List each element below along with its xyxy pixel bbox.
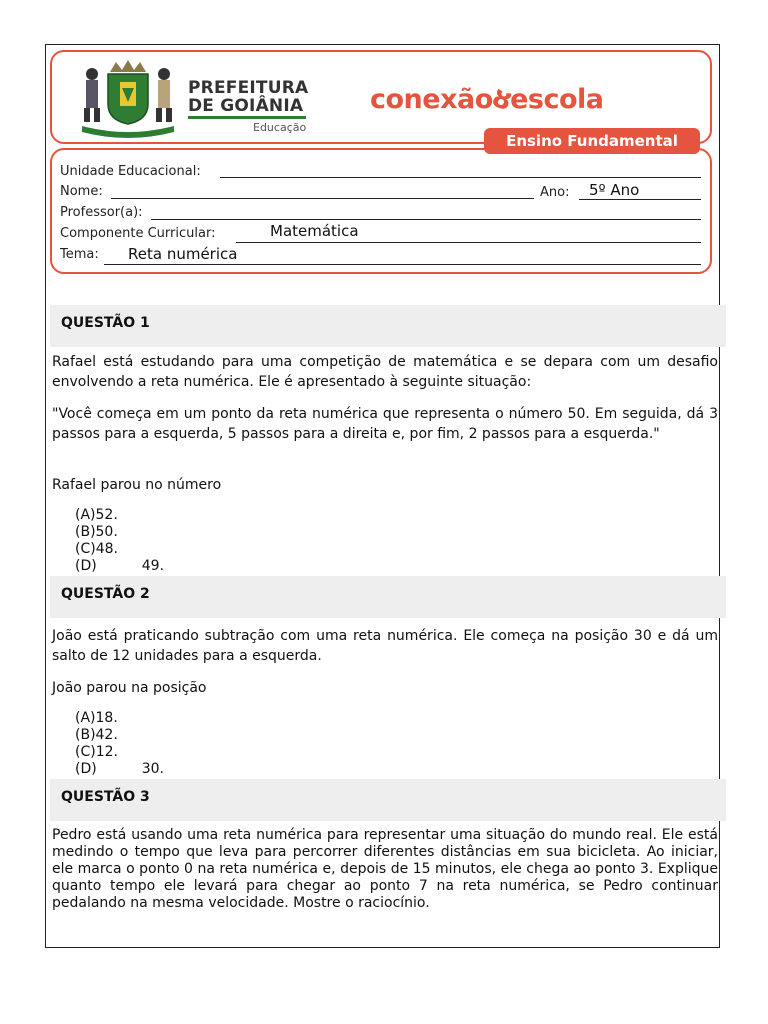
- prefeitura-underline: [188, 116, 306, 119]
- q2-paragraph-1: João está praticando subtração com uma reta numérica. Ele começa na posição 30 e dá um salto de 12 unidades para a esquerda.: [52, 628, 718, 664]
- ano-line: [579, 199, 701, 200]
- q2-option-a: (A)18.: [75, 710, 118, 726]
- tema-label: Tema:: [60, 247, 99, 262]
- q2-option-d: (D) 30.: [75, 761, 164, 777]
- q2-option-c: (C)12.: [75, 744, 118, 760]
- brand-logo: conexãoȣescola: [370, 81, 604, 118]
- nome-line: [111, 198, 534, 199]
- q1-header: [50, 305, 726, 347]
- q1-paragraph-3: Rafael parou no número: [52, 477, 222, 493]
- q1-option-d: (D) 49.: [75, 558, 164, 574]
- coat-of-arms-icon: [76, 58, 180, 138]
- q1-option-b: (B)50.: [75, 524, 118, 540]
- ano-value: 5º Ano: [589, 181, 640, 199]
- q2-option-b: (B)42.: [75, 727, 118, 743]
- q2-title: QUESTÃO 2: [61, 586, 150, 602]
- tema-line: [104, 264, 701, 265]
- professor-line: [151, 219, 701, 220]
- q1-title: QUESTÃO 1: [61, 315, 150, 331]
- q1-option-a: (A)52.: [75, 507, 118, 523]
- educacao-label: Educação: [253, 121, 307, 134]
- q2-paragraph-2: João parou na posição: [52, 680, 207, 696]
- q1-paragraph-2: "Você começa em um ponto da reta numérica que representa o número 50. Em seguida, dá 3 passos para a esquerda, 5 passos para a direita e, por fim, 2 passos para a esquerda.": [52, 406, 718, 442]
- unidade-line: [220, 177, 701, 178]
- ensino-badge: Ensino Fundamental: [484, 128, 700, 154]
- prefeitura-title: PREFEITURA DE GOIÂNIA: [188, 78, 309, 116]
- componente-label: Componente Curricular:: [60, 226, 216, 241]
- professor-label: Professor(a):: [60, 205, 143, 220]
- tema-value: Reta numérica: [128, 245, 238, 263]
- unidade-label: Unidade Educacional:: [60, 164, 201, 179]
- nome-label: Nome:: [60, 184, 103, 199]
- ano-label: Ano:: [540, 185, 570, 200]
- componente-line: [236, 242, 701, 243]
- q3-header: [50, 779, 726, 821]
- clip-icon: ȣ: [488, 81, 515, 118]
- q1-paragraph-1: Rafael está estudando para uma competição de matemática e se depara com um desafio envolvendo a reta numérica. Ele é apresentado à seguinte situação:: [52, 354, 718, 390]
- q1-option-c: (C)48.: [75, 541, 118, 557]
- q3-title: QUESTÃO 3: [61, 789, 150, 805]
- q3-paragraph-1: Pedro está usando uma reta numérica para representar uma situação do mundo real. Ele está medindo o tempo que leva para percorrer diferentes distâncias em sua bicicleta. Ao iniciar, ele marca o ponto 0 na reta numérica e, depois de 15 minutos, ele chega ao ponto 3. Explique quanto tempo ele levará para chegar ao ponto 7 na reta numérica, se Pedro continuar pedalando na mesma velocidade. Mostre o raciocínio.: [52, 827, 718, 911]
- q2-header: [50, 576, 726, 618]
- componente-value: Matemática: [270, 222, 359, 240]
